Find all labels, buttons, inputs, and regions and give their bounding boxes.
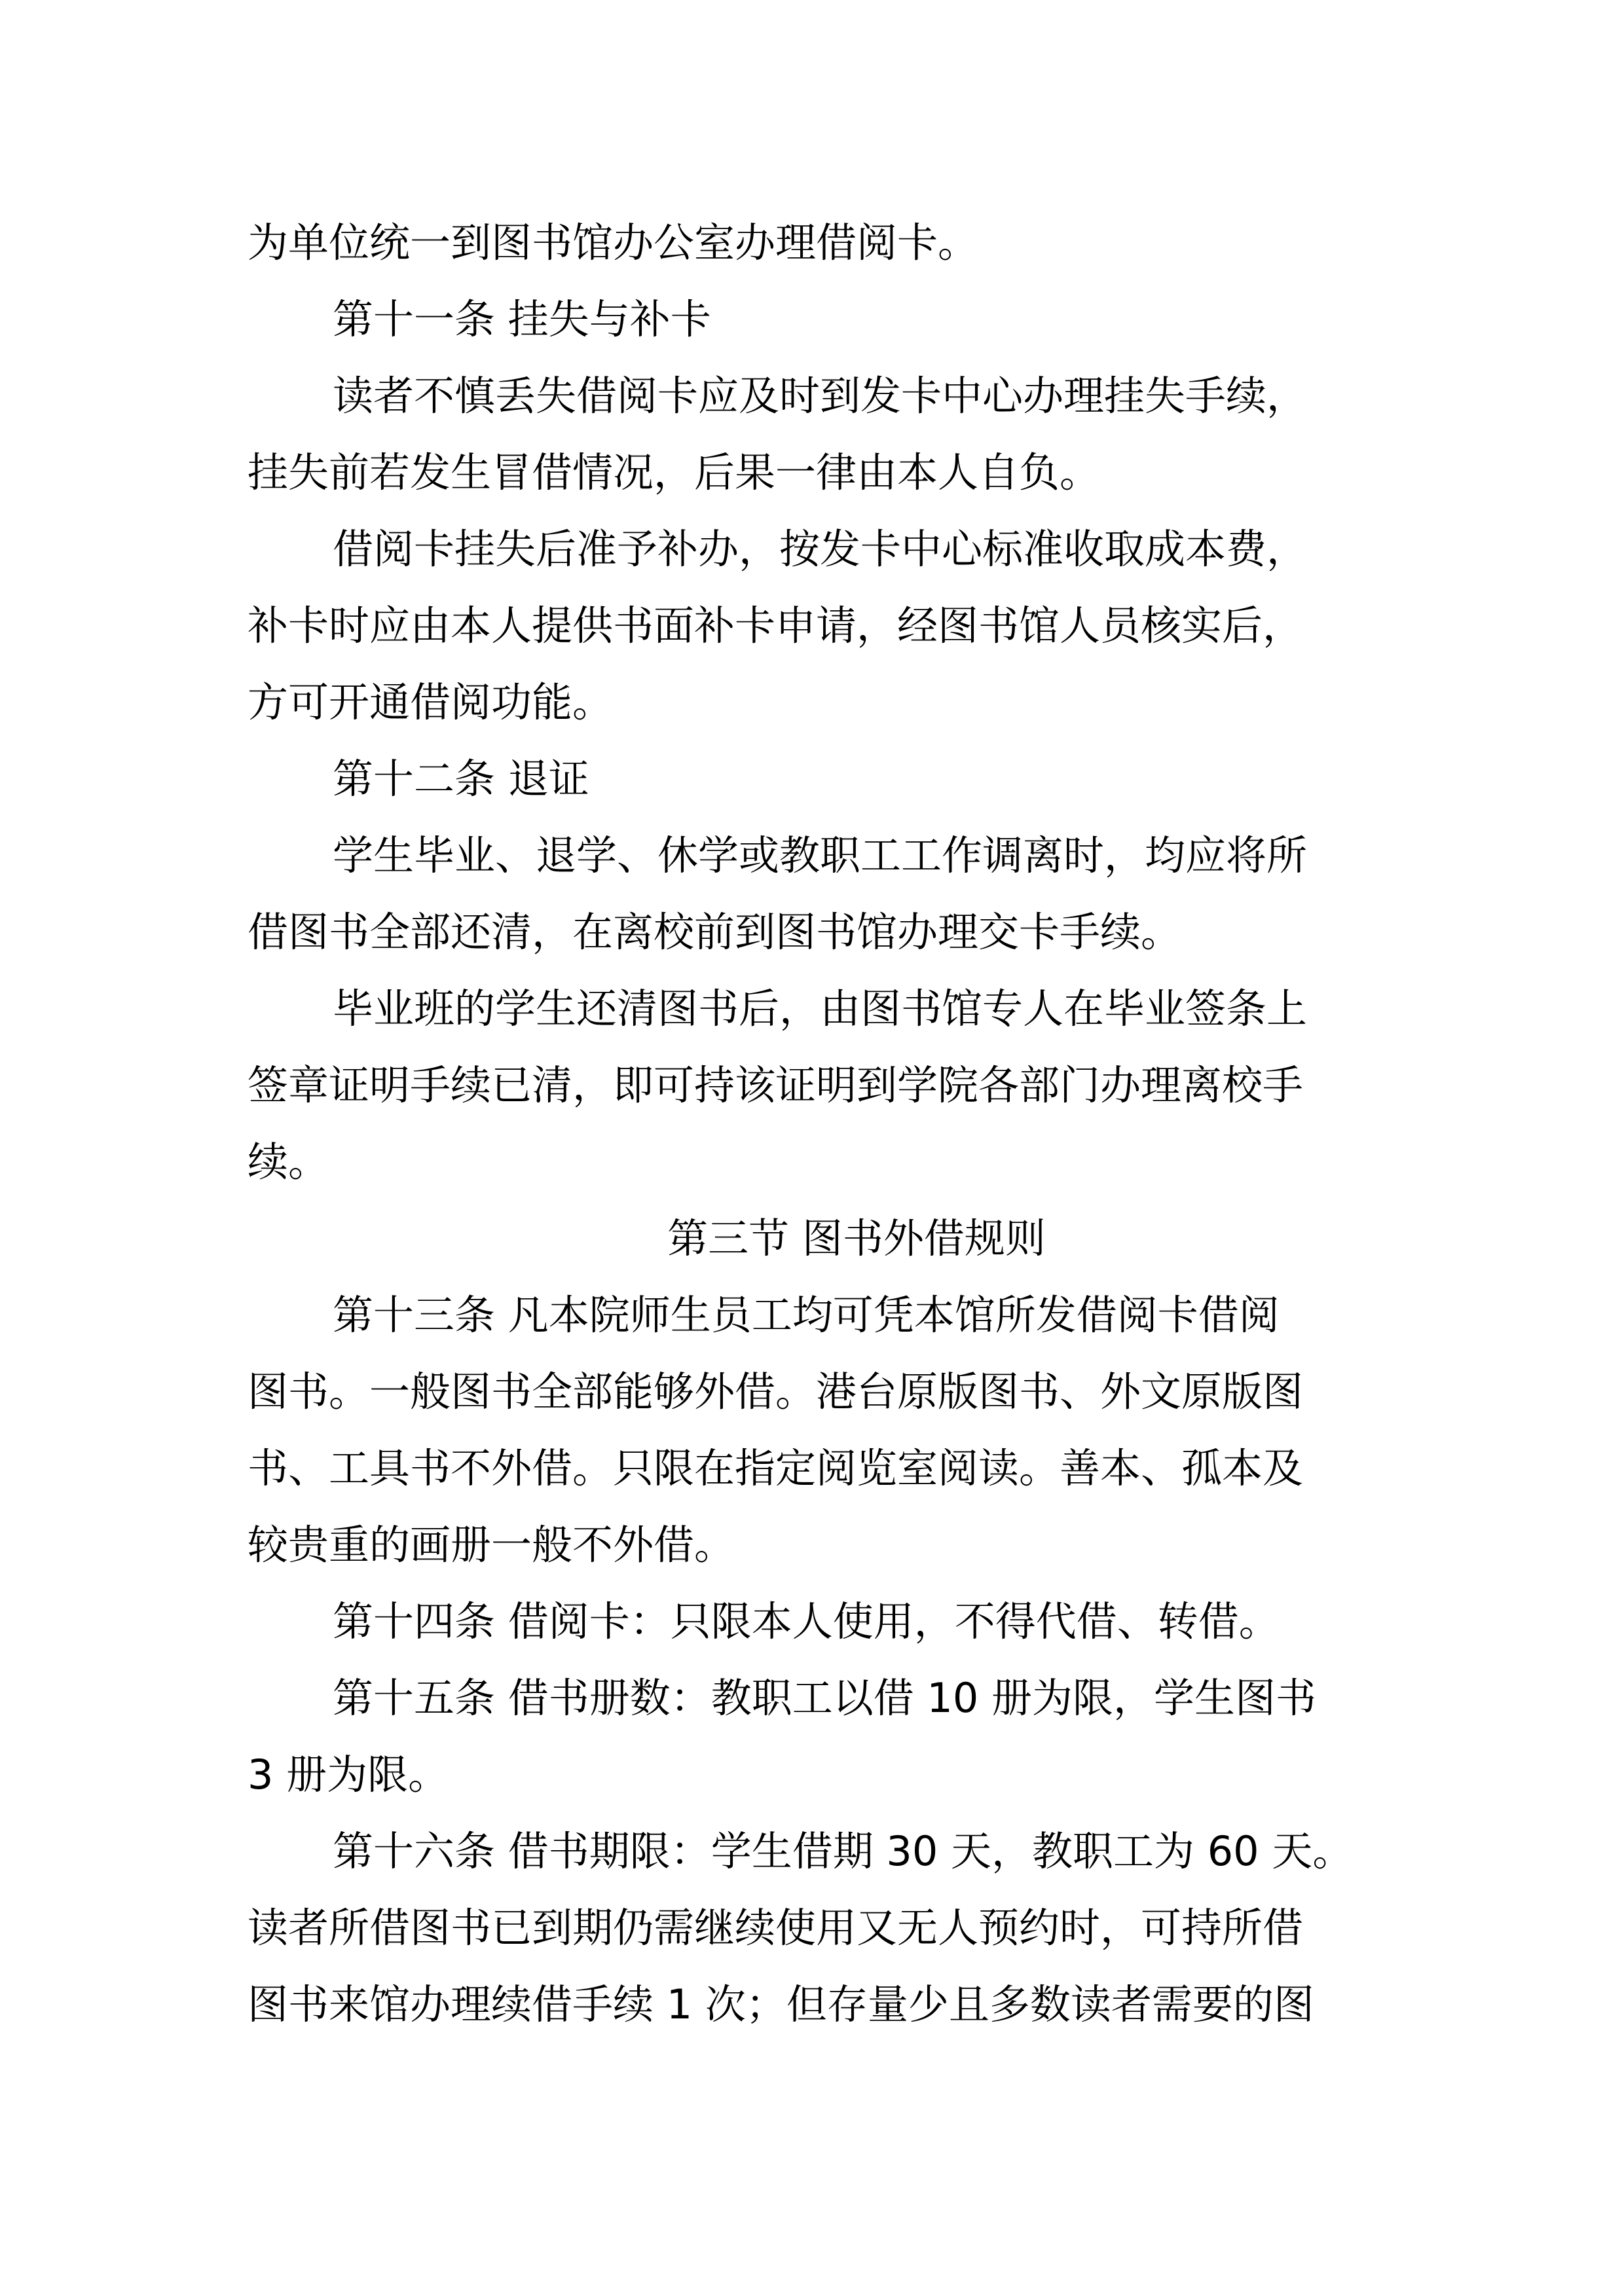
paragraph-line: 为单位统一到图书馆办公室办理借阅卡。 — [248, 219, 979, 266]
paragraph-line: 借图书全部还清，在离校前到图书馆办理交卡手续。 — [248, 908, 1182, 956]
paragraph-line: 补卡时应由本人提供书面补卡申请，经图书馆人员核实后， — [248, 602, 1304, 649]
article-heading: 第十二条 退证 — [333, 755, 589, 803]
paragraph-line: 读者不慎丢失借阅卡应及时到发卡中心办理挂失手续， — [333, 372, 1308, 420]
paragraph-line: 借阅卡挂失后准予补办，按发卡中心标准收取成本费， — [333, 525, 1308, 573]
paragraph-line: 续。 — [248, 1138, 329, 1186]
document-body — [248, 204, 1380, 2043]
section-heading: 第三节 图书外借规则 — [667, 1214, 1046, 1262]
paragraph-line: 读者所借图书已到期仍需继续使用又无人预约时，可持所借 — [248, 1904, 1304, 1952]
paragraph-line: 第十五条 借书册数：教职工以借 10 册为限，学生图书 — [333, 1674, 1317, 1722]
paragraph-line: 较贵重的画册一般不外借。 — [248, 1521, 735, 1569]
paragraph-line: 书、工具书不外借。只限在指定阅览室阅读。善本、孤本及 — [248, 1444, 1304, 1492]
paragraph-line: 图书。一般图书全部能够外借。港台原版图书、外文原版图 — [248, 1368, 1304, 1415]
paragraph-line: 挂失前若发生冒借情况，后果一律由本人自负。 — [248, 448, 1101, 496]
paragraph-line: 第十四条 借阅卡：只限本人使用，不得代借、转借。 — [333, 1597, 1280, 1645]
paragraph-line: 第十六条 借书期限：学生借期 30 天，教职工为 60 天。 — [333, 1827, 1354, 1875]
paragraph-line: 3 册为限。 — [248, 1751, 449, 1798]
paragraph-line: 图书来馆办理续借手续 1 次；但存量少且多数读者需要的图 — [248, 1980, 1314, 2028]
article-heading: 第十一条 挂失与补卡 — [333, 295, 711, 343]
paragraph-line: 签章证明手续已清，即可持该证明到学院各部门办理离校手 — [248, 1061, 1304, 1109]
paragraph-line: 毕业班的学生还清图书后，由图书馆专人在毕业签条上 — [333, 985, 1308, 1032]
paragraph-line: 第十三条 凡本院师生员工均可凭本馆所发借阅卡借阅 — [333, 1291, 1280, 1339]
paragraph-line: 方可开通借阅功能。 — [248, 678, 614, 726]
paragraph-line: 学生毕业、退学、休学或教职工工作调离时，均应将所 — [333, 831, 1308, 879]
